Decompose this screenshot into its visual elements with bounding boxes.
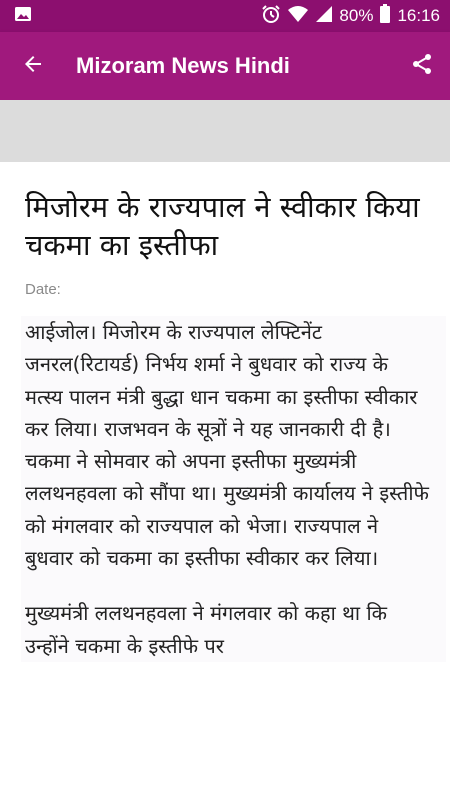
alarm-icon xyxy=(261,4,281,29)
article-body xyxy=(21,316,446,662)
article-date: Date: xyxy=(25,281,61,298)
signal-icon xyxy=(315,5,333,28)
article-headline: मिजोरम के राज्यपाल ने स्वीकार किया चकमा का इस्तीफा xyxy=(25,190,420,262)
share-button[interactable] xyxy=(394,32,450,100)
battery-icon xyxy=(379,4,391,29)
share-icon xyxy=(410,52,434,80)
image-icon xyxy=(14,6,32,27)
back-arrow-icon xyxy=(21,52,45,80)
article-paragraph: आईजोल। मिजोरम के राज्यपाल लेफ्टिनेंट जनरल(रिटायर्ड) निर्भय शर्मा ने बुधवार को राज्य के मत्स्य पालन मंत्री बुद्धा धान चकमा का इस्तीफा स्वीकार कर लिया। राजभवन के सूत्रों ने यह जानकारी दी है। चकमा ने सोमवार को अपना इस्तीफा मुख्यमंत्री ललथनहवला को सौंपा था। मुख्यमंत्री कार्यालय ने इस्तीफे को मंगलवार को राज्यपाल को भेजा। राज्यपाल ने बुधवार को चकमा का इस्तीफा स्वीकार कर लिया। xyxy=(25,320,429,571)
app-title: Mizoram News Hindi xyxy=(76,53,290,78)
back-button[interactable] xyxy=(0,32,66,100)
article-scroll-view[interactable] xyxy=(0,162,450,800)
ad-banner xyxy=(0,100,450,162)
article-card xyxy=(0,162,450,800)
article-paragraph: मुख्यमंत्री ललथनहवला ने मंगलवार को कहा था कि उन्होंने चकमा के इस्तीफे पर xyxy=(25,601,387,658)
wifi-icon xyxy=(287,5,309,28)
battery-level: 80% xyxy=(339,6,374,25)
app-bar xyxy=(0,32,450,100)
clock: 16:16 xyxy=(397,6,440,25)
status-bar xyxy=(0,0,450,32)
